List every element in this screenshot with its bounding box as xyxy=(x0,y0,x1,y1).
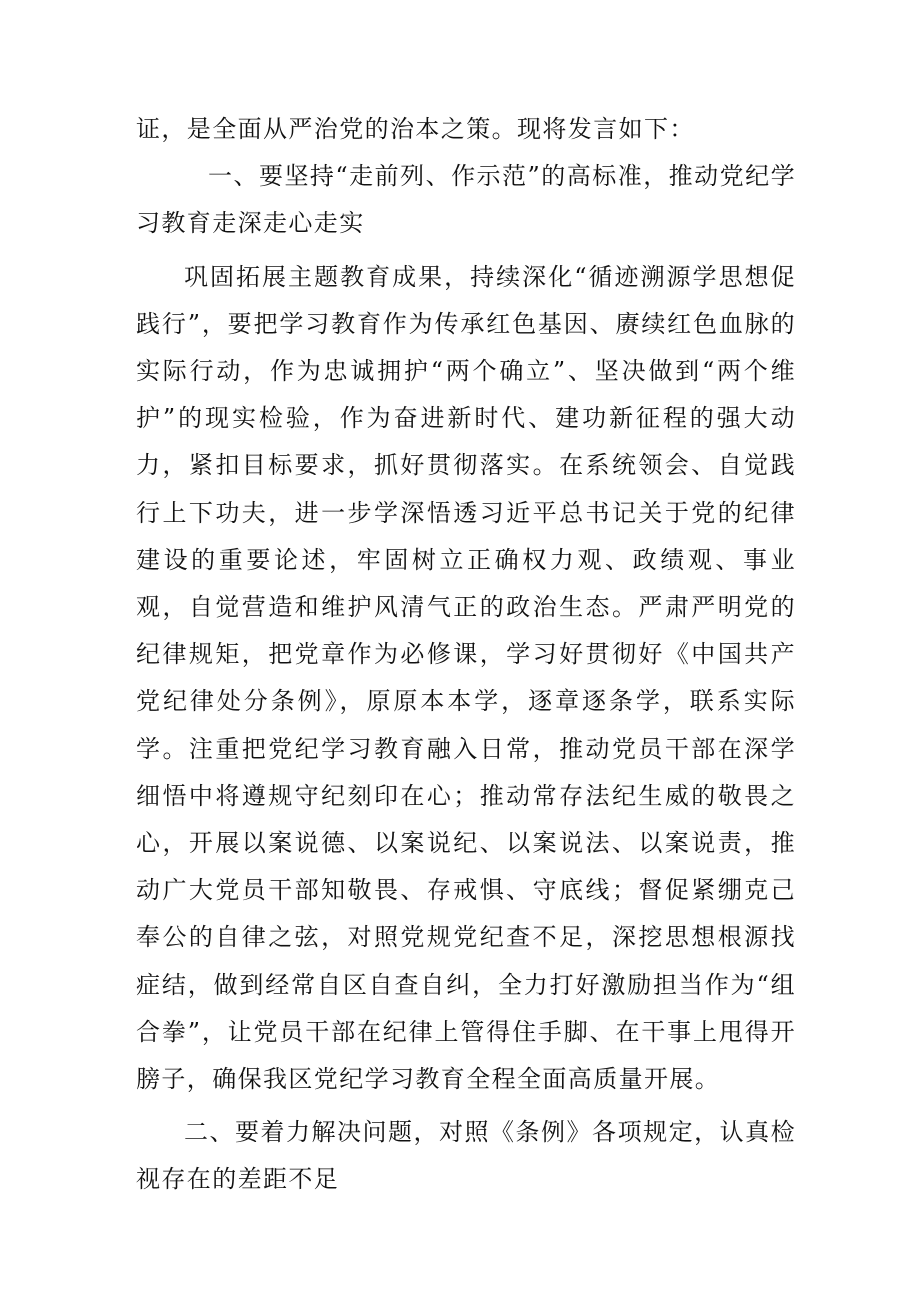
paragraph-section-one-body: 巩固拓展主题教育成果，持续深化“循迹溯源学思想促践行”，要把学习教育作为传承红色基因、赓续红色血脉的实际行动，作为忠诚拥护“两个确立”、坚决做到“两个维护”的现实检验，作为奋进新时代、建功新征程的强大动力，紧扣目标要求，抓好贯彻落实。在系统领会、自觉践行上下功夫，进一步学深悟透习近平总书记关于党的纪律建设的重要论述，牢固树立正确权力观、政绩观、事业观，自觉营造和维护风清气正的政治生态。严肃严明党的纪律规矩，把党章作为必修课，学习好贯彻好《中国共产党纪律处分条例》，原原本本学，逐章逐条学，联系实际学。注重把党纪学习教育融入日常，推动党员干部在深学细悟中将遵规守纪刻印在心；推动常存法纪生威的敬畏之心，开展以案说德、以案说纪、以案说法、以案说责，推动广大党员干部知敬畏、存戒惧、守底线；督促紧绷克己奉公的自律之弦，对照党规党纪查不足，深挖思想根源找症结，做到经常自区自查自纠，全力打好激励担当作为“组合拳”，让党员干部在纪律上管得住手脚、在干事上甩得开膀子，确保我区党纪学习教育全程全面高质量开展。 xyxy=(136,262,796,1094)
section-heading-two: 二、要着力解决问题，对照《条例》各项规定，认真检视存在的差距不足 xyxy=(136,1118,796,1194)
section-heading-one: 一、要坚持“走前列、作示范”的高标准，推动党纪学习教育走深走心走实 xyxy=(136,162,796,238)
document-body xyxy=(136,106,796,1204)
paragraph-intro-continuation: 证，是全面从严治党的治本之策。现将发言如下： xyxy=(136,115,695,143)
